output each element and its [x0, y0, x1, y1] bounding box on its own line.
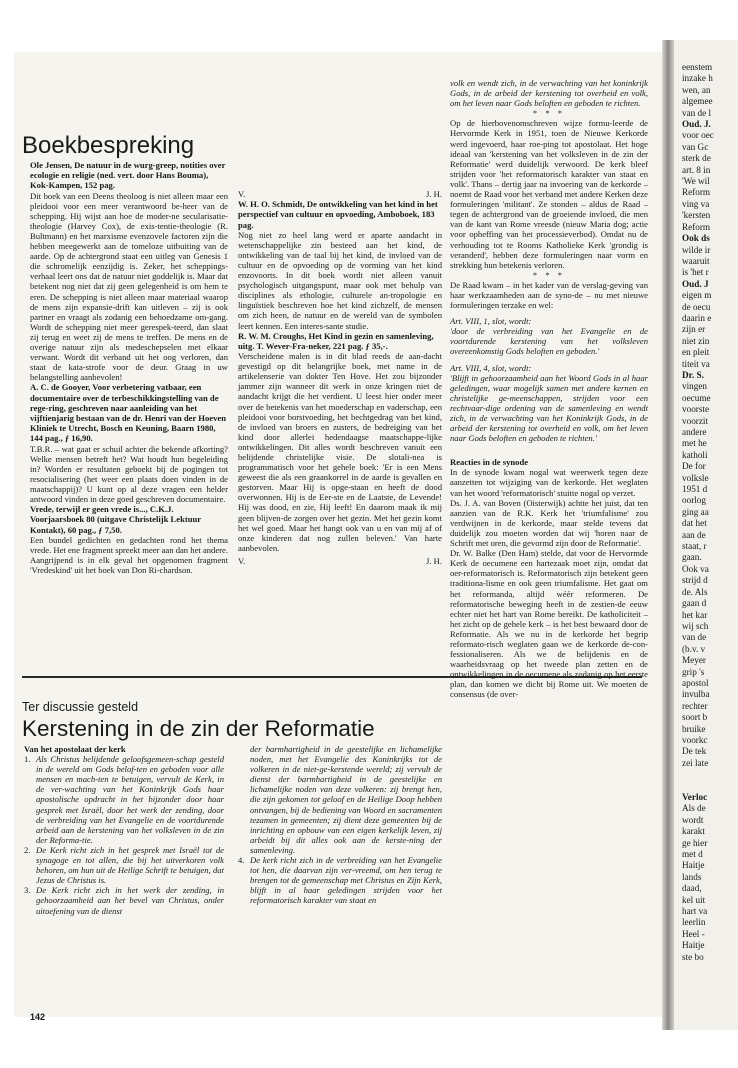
- signature-jh: J. H.: [426, 555, 442, 566]
- next-page-line: andere: [682, 427, 707, 437]
- next-page-line: eigen m: [682, 290, 712, 301]
- next-page-line: het kar: [682, 609, 708, 620]
- next-page-line: en pleit: [682, 347, 710, 358]
- next-page-line: Haitje: [682, 940, 705, 951]
- next-page-line: karakt: [682, 826, 705, 837]
- next-page-line: ving va: [682, 198, 710, 209]
- next-page-line: met d: [682, 849, 703, 860]
- next-page-line: Als de: [682, 803, 706, 814]
- next-page-line: [682, 781, 738, 792]
- reviews-column-1: [30, 156, 228, 575]
- next-page-line: soort b: [682, 712, 708, 723]
- signature-jh: J. H.: [426, 189, 442, 199]
- next-page-line: Haitje: [682, 860, 705, 871]
- next-page-line: van Gc: [682, 141, 709, 152]
- next-page-line: kel uit: [682, 894, 706, 905]
- signature-line: [238, 189, 442, 199]
- next-page-line: gaan.: [682, 552, 702, 563]
- article-list: [24, 754, 224, 916]
- section-title: Boekbespreking: [22, 132, 195, 159]
- list-item: 2. De Kerk richt zich in het gesprek met Israël tot de synagoge en tot allen, die bij het uitverkoren volk behoren, om hun uit de Heilige Schrift te betuigen, dat Jezus de Christus is.: [24, 844, 224, 886]
- next-page-line: sterk de: [682, 153, 711, 164]
- headline: Kerstening in de zin der Reformatie: [22, 716, 375, 741]
- next-page-line: is 'het r: [682, 267, 709, 278]
- signature-line: [238, 556, 442, 566]
- next-page-line: bruike: [682, 723, 706, 734]
- next-page-line: titeit va: [682, 358, 710, 369]
- book-spine: [662, 40, 674, 1030]
- article-paragraph: De Raad kwam – in het kader van de verslag-geving van haar werkzaamheden aan de syno-de – nu met nieuwe formuleringen terzake en wel:: [450, 279, 648, 311]
- next-page-line: daad,: [682, 883, 702, 894]
- review-body: T.B.R. – wat gaat er schuil achter die bekende afkorting? Welke mensen betreft het? Wat houdt hun begeleiding in? Worden er resultaten geboekt bij de pogingen tot resocialisering (het weer een plaats doen vinden in de maatschappij)? U kunt op al deze vragen een helder antwoord vinden in deze goed geschreven documentaire.: [30, 443, 228, 505]
- next-page-line: dat het: [682, 518, 707, 529]
- next-page-line: Oud. J: [682, 278, 709, 289]
- next-page-line: inzake h: [682, 73, 713, 84]
- church-order-column-1: [24, 744, 224, 916]
- next-page-line: Verloc: [682, 792, 708, 802]
- list-item: 4. De kerk richt zich in de verbreiding van het Evangelie tot hen, die daarvan zijn ver-vreemd, om hen terug te brengen tot de gemeenschap met Christus en Zijn Kerk, blijft in al haar geledingen strijden voor het reformatorisch karakter van staat en: [238, 855, 442, 906]
- next-page-line: De tek: [682, 746, 707, 757]
- next-page-text: [674, 40, 738, 963]
- next-page-line: eenstem: [682, 62, 713, 72]
- next-page-line: invulba: [682, 689, 710, 700]
- reviews-column-2: [238, 186, 442, 566]
- next-page-line: Oud. J.: [682, 119, 711, 130]
- article-ref: Art. VIII, 4, slot, wordt:: [450, 362, 532, 373]
- review-head: W. H. O. Schmidt, De ontwikkeling van het kind in het perspectief van cultuur en opvoeding, Amboboek, 183 pag.: [238, 199, 438, 230]
- next-page-line: strijd d: [682, 575, 708, 586]
- church-order-column-2: [238, 744, 442, 906]
- next-page-line: 1951 d: [682, 484, 708, 495]
- review-head: Ole Jensen, De natuur in de wurg-greep, notities over ecologie en religie (ned. vert. door Hans Bouma), Kok-Kampen, 152 pag.: [30, 160, 226, 191]
- next-page-line: grip 's: [682, 666, 705, 677]
- next-page-line: aan de: [682, 529, 706, 540]
- next-page-line: met he: [682, 438, 707, 449]
- next-page-line: leerlin: [682, 917, 706, 928]
- next-page-line: Meyer: [682, 655, 706, 666]
- next-page-line: oorlog: [682, 495, 706, 506]
- next-page-line: de oecu: [682, 301, 711, 312]
- next-page-line: van de l: [682, 107, 712, 118]
- next-page-line: (b.v. v: [682, 643, 706, 654]
- reacties-heading: Reacties in de synode: [450, 457, 529, 468]
- next-page-line: algemee: [682, 96, 713, 107]
- review-body: Verscheidene malen is in dit blad reeds de aan-dacht gevestigd op dit belangrijke boek, met name in de artikelenserie van dokter Ten Hove. Het zou bijzonder jammer zijn wanneer dit werk in onze kringen niet de aandacht krijgt die het verdient. U leest hier onder meer over de betekenis van het moederschap en vaderschap, een pleidooi voor borstvoeding, het bechtgedrag van het kind, de invloed van broers en zusters, de bedreiging van het kind door allerlei hedendaagse maatschappe-lijke ontwikkelingen. Dit alles wordt beschreven vanuit een belijdende christelijke visie. De slotali-nea is programmatisch voor het gehele boek: 'Er is een Mens geweest die als een graankorrel in de aarde is gevallen en gestorven. Maar Hij is opge-staan en heeft de dood overwonnen. Hij is de Eer-ste en de Laatste, de Levende! Hij was dood, en zie, Hij leeft! En daarom maak ik mij geen blijven-de zorgen over het gezin. Met het gezin komt het wel goed. Maar het hangt ook van u en van mij af of onze kinderen dat nog zullen beleven.' Van harte aanbevolen.: [238, 351, 442, 553]
- list-item: 1. Als Christus belijdende geloofsgemeen-schap gesteld in de wereld om Gods belof-ten en geboden voor alle mensen en mach-ten te betuigen, vervult de Kerk, in de ver-wachting van het Koninkrijk Gods haar apostolische opdracht in het bijzonder door haar gesprek met Israël, door het werk der zending, door de verbreiding van het Evangelie en de voortdurende arbeid aan de kerstening van het volksleven in de zin der Reforma-tie.: [24, 754, 224, 845]
- next-page-line: daarin e: [682, 312, 712, 323]
- review-head: R. W. M. Croughs, Het Kind in gezin en samenleving, uitg. T. Wever-Fra-neker, 221 pag. ƒ 35,-.: [238, 330, 434, 351]
- next-page-line: ge hier: [682, 837, 708, 848]
- next-page-line: apostol: [682, 677, 709, 688]
- next-page-line: ging aa: [682, 506, 709, 517]
- next-page-line: zijn er: [682, 324, 706, 335]
- article-list: [238, 855, 442, 905]
- review-body: Dit boek van een Deens theoloog is niet alleen maar een pleidooi voor een meer verantwoord be-heer van de schepping. Hij wijst aan hoe de moder-ne secularisatie-theologie (Harvey Cox), de exis-tentie-theologie (R. Bultmann) en het marxisme evenzovele factoren zijn die hebben meegewerkt aan de tomeloze uitbuiting van de aarde. Op de achtergrond staat een uitleg van Genesis 1 die schromelijk eenzijdig is. Zeker, het scheppings-verhaal leert ons dat de natuur niet goddelijk is. Maar dat betekent nog niet dat zij geen gelegenheid is om hem te eren. De schepping is niet alleen maar materiaal waarop de mens zijn expansie-drift kan uitleven – zij is ook partner en vraagt als zodanig een behoedzame om-gang. Wordt de schepping niet meer gerespek-teerd, dan slaat zij terug en weet zij de mens te treffen. De mens en de overige natuur zijn als medeschepselen met elkaar verwant. Wordt dit verband uit het oog verloren, dan staat de kata-strofe voor de deur. Graag in uw belangstelling aanbevolen!: [30, 190, 228, 383]
- next-page-line: vingen: [682, 381, 708, 392]
- next-page-line: waaruit: [682, 255, 710, 266]
- next-page-line: wordt: [682, 814, 704, 825]
- next-page-line: ste bo: [682, 951, 704, 962]
- article-continuation: volk en wendt zich, in de verwachting van het koninkrijk Gods, in de arbeid der kerstening tot overheid en volk, om het leven naar Gods beloften en geboden te richten.: [450, 78, 648, 109]
- section-divider: [22, 676, 642, 678]
- article-column-3: [450, 78, 648, 700]
- next-page-line: wen, an: [682, 84, 711, 95]
- next-page-line: oecume: [682, 392, 711, 403]
- review-body: Een bundel gedichten en gedachten rond het thema vrede. Het ene fragment spreekt meer aan dan het andere. Aangrijpend is in elk geval het opgenomen fragment 'Vredeskind' uit het boek van Don Ri-chardson.: [30, 534, 228, 576]
- next-page-line: voorkc: [682, 734, 708, 745]
- reacties-paragraph: In de synode kwam nogal wat weerwerk tegen deze aanzetten tot wijziging van de kerkorde. Het weglaten van het woord 'reformatorisch' stuitte nogal op verzet.: [450, 467, 648, 498]
- next-page-fragment: [674, 40, 738, 1030]
- next-page-line: Ook va: [682, 563, 709, 574]
- next-page-line: Heel -: [682, 928, 705, 939]
- section-stars: * * *: [532, 108, 566, 119]
- section-stars: * * *: [532, 269, 566, 280]
- next-page-line: hart va: [682, 906, 708, 917]
- article-quote: 'Blijft in gehoorzaamheid aan het Woord Gods in al haar geledingen, waar mogelijk samen met andere kernen en christelijke ge-meenschappen, strijden voor een rechtvaar-dige ordening van de samenleving en wendt zich, in de verwachting van het Koninkrijk Gods, in de arbeid der kerstening tot overheid en volk, om het leven naar Gods beloften en geboden te richten.': [450, 372, 648, 444]
- next-page-line: Dr. S.: [682, 369, 704, 380]
- kicker: Ter discussie gesteld: [22, 700, 139, 714]
- apostolaat-heading: Van het apostolaat der kerk: [24, 744, 126, 754]
- next-page-line: zei late: [682, 757, 709, 768]
- article-paragraph: Op de hierbovenomschreven wijze formu-leerde de Hervormde Kerk in 1951, toen de Nieuwe Kerkorde werd ingevoerd, haar roe-ping tot apostolaat. Het hoge ideaal van 'kerstening van het volksleven in de zin der Reformatie' werd duidelijk verwoord. De kerk bleef strijden voor 'het reformatorisch karakter van staat en volk'. Thans – dertig jaar na invoering van de kerkorde – noemt de Raad voor het verband met andere Kerken deze formuleringen 'militant'. Ze stonden – aldus de Raad – tegen de achtergrond van de groeiende invloed, die men van de kant van Rome vreesde (nieuw Maria dog; actie voor opheffing van het processieverbod). Omdat nu de verhouding tot te Rooms Katholieke Kerk 'grondig is veranderd', hebben deze formuleringen naar vorm en strekking hun betekenis verloren.: [450, 118, 648, 270]
- next-page-line: voorzit: [682, 415, 709, 426]
- next-page-line: art. 8 in: [682, 164, 711, 175]
- next-page-line: katholi: [682, 449, 708, 460]
- article-quote: 'door de verbreiding van het Evangelie en de voortdurende kerstening van het volksleven overeenkomstig Gods beloften en geboden.': [450, 326, 648, 357]
- next-page-line: De for: [682, 461, 706, 472]
- signature-v: V.: [238, 555, 246, 566]
- review-head: Vrede, terwijl er geen vrede is..., C.K.J. Voorjaarsboek 80 (uitgave Christelijk Lektuur Kontakt), 60 pag., ƒ 7,50.: [30, 504, 201, 535]
- next-page-line: rechter: [682, 700, 708, 711]
- article-continuation: der barmhartigheid in de geestelijke en lichamelijke noden, met het Evangelie des Koninkrijks tot de volkeren in de niet-ge-kerstende wereld; zij vervult de dienst der barmhartigheid in de geestelijke en lichamelijke noden van deze volkeren: zij brengt hen, die zijn gekomen tot geloof en de Heilige Doop hebben ontvangen, bij de bediening van Woord en sacramenten tezamen in gemeenten; zij dient deze gemeenten bij de inrichting en opbouw van een eigen kerkelijk leven, zij arbeidt bij dit alles ook aan de kerste-ning der samenleving.: [250, 744, 442, 855]
- page-number: 142: [30, 1012, 46, 1022]
- review-body: Nog niet zo heel lang werd er aparte aandacht in wetenschappelijke zin besteed aan het kind, de ontwikkeling van de taal bij het kind, de invloed van de cultuur en de opvoeding op de vorming van het kind enzovoorts. In dit boek wordt niet alleen vanuit psychologisch uitgangspunt, maar ook met behulp van disciplines als ethologie, culturele an-tropologie en linguïstiek beschreven hoe het kind zichzelf, de mensen om zich heen, de natuur en de wereld van de symbolen leert kennen. Een interes-sante studie.: [238, 229, 442, 331]
- next-page-line: Reform: [682, 221, 711, 232]
- next-page-line: staat, r: [682, 541, 707, 552]
- next-page-line: niet zin: [682, 335, 710, 346]
- next-page-line: wilde ir: [682, 244, 711, 255]
- list-item: 3. De Kerk richt zich in het werk der zending, in gehoorzaamheid aan het bevel van Christus, onder uitoefening van de dienst: [24, 885, 224, 916]
- next-page-line: volksle: [682, 472, 709, 483]
- article-ref: Art. VIII, 1, slot, wordt:: [450, 316, 532, 327]
- next-page-line: wij sch: [682, 620, 709, 631]
- next-page-line: Ook ds: [682, 233, 710, 244]
- next-page-line: 'kersten: [682, 210, 711, 221]
- next-page-line: 'We wil: [682, 176, 710, 187]
- next-page-line: de. Als: [682, 586, 708, 597]
- next-page-line: gaan d: [682, 598, 707, 609]
- next-page-line: voor oec: [682, 130, 714, 141]
- next-page-line: Reform: [682, 187, 711, 198]
- next-page-line: voorste: [682, 404, 710, 415]
- reacties-paragraph: Dr. W. Balke (Den Ham) stelde, dat voor de Hervormde Kerk de oecumene een hartezaak moet zijn, omdat dat oer-reformatorisch is. Reformatorisch zijn betekent geen traditiona-lisme en ook geen triumfalisme. Het gaat om het reformanda, altijd wéér reformeren. De reformatorische beweging heeft in de zestien-de eeuw echter niet het hart van Rome bereikt. De katholiciteit – het zicht op de gehele kerk – is het best bewaard door de Reformatie. Als we nu in de kerkorde het begrip reformato-risch weglaten gaan we de kerkorde de-con-fessionaliseren. Als we de belijdenis en de waarheidsvraag op het tweede plan zetten en de ontwikkelingen in de oecumene als zodanig op het eerste plan, dan komen we dicht bij Rome uit. We moeten de consensus (de over-: [450, 548, 648, 700]
- next-page-line: lands: [682, 871, 702, 882]
- next-page-line: van de: [682, 632, 707, 643]
- next-page-line: [682, 769, 738, 780]
- signature-v: V.: [238, 189, 246, 199]
- reacties-paragraph: Ds. J. A. van Boven (Oisterwijk) achtte het juist, dat ten aanzien van de R.K. Kerk het 'triumfalisme' zou verdwijnen in de kerkorde, maar stelde tevens dat duidelijk zou moeten worden dat wij 'horen naar de Schrift met oren, die gevormd zijn door de Reformatie'.: [450, 497, 648, 549]
- review-head: A. C. de Gooyer, Voor verbetering vatbaar, een documentaire over de terbeschikkingstelling van de rege-ring, geschreven naar aanleiding van het vijftienjarig bestaan van de dr. Henri van der Hoeven Kliniek te Utrecht, Bosch en Keuning, Baarn 1980, 144 pag., ƒ 16,90.: [30, 382, 226, 444]
